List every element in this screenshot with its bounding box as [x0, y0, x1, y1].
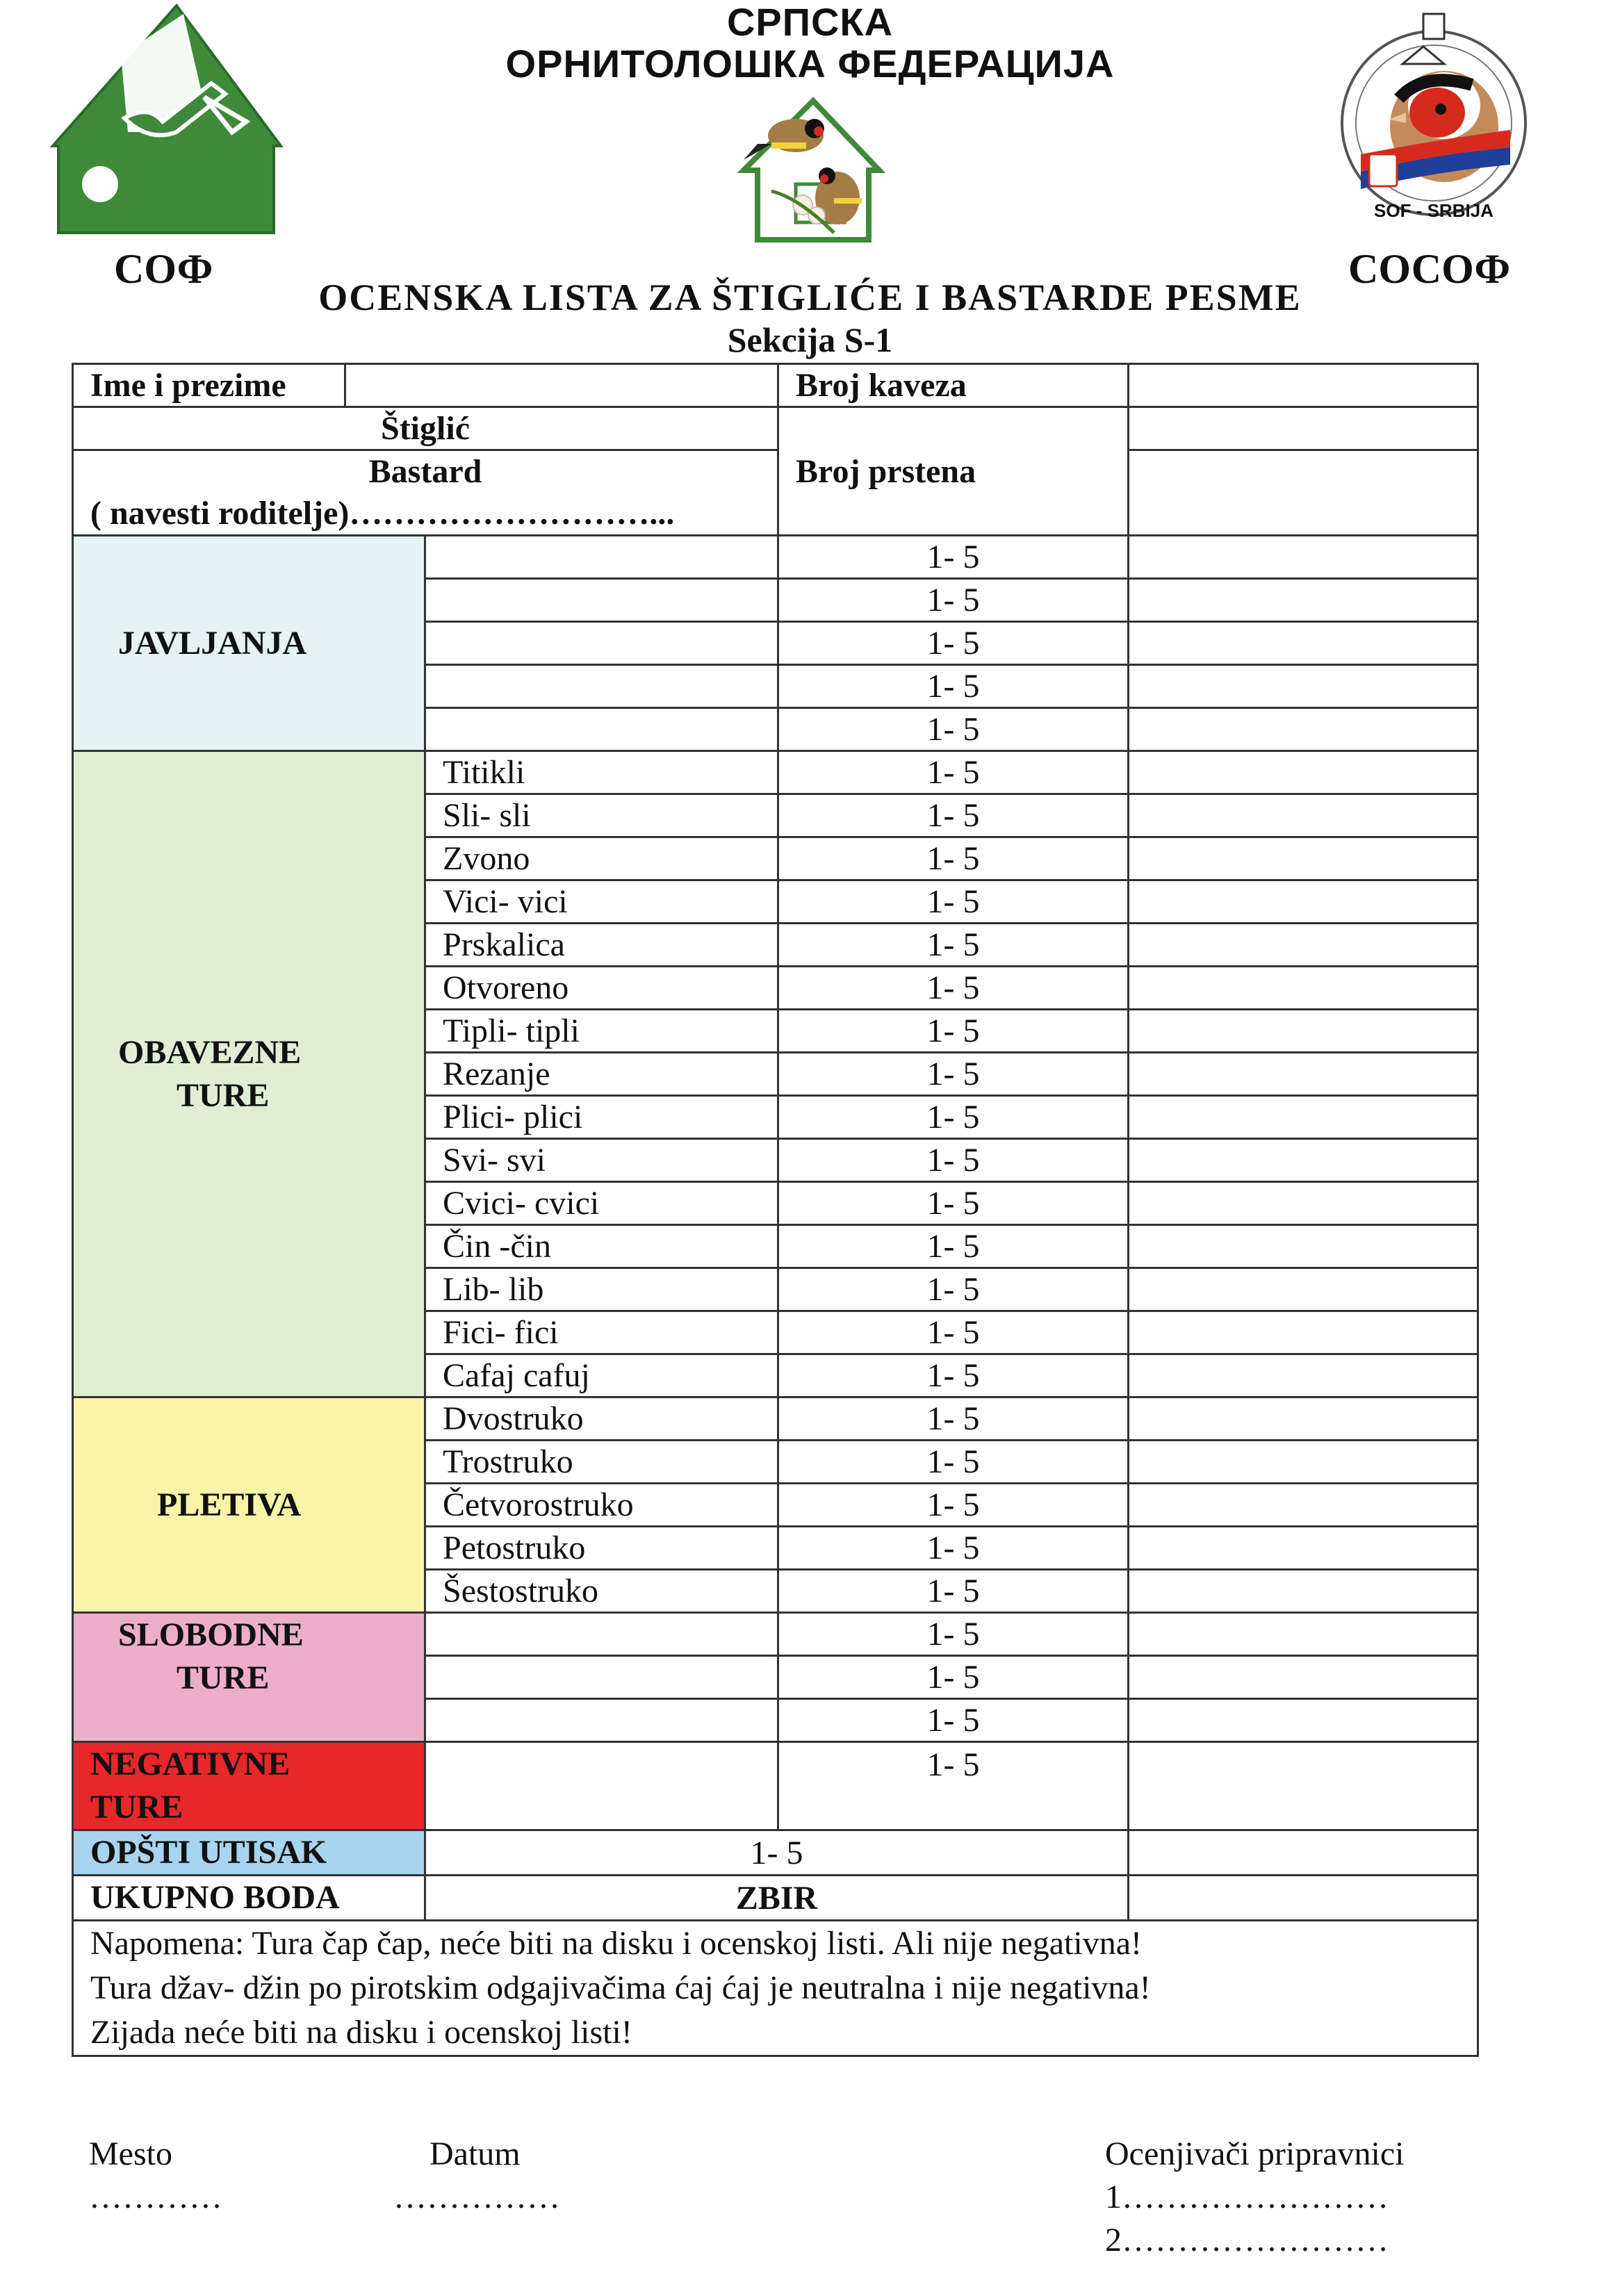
score-field[interactable]: [1129, 708, 1478, 751]
score-field[interactable]: [1129, 1311, 1478, 1354]
tour-name: Dvostruko: [425, 1397, 778, 1441]
score-field[interactable]: [1129, 1182, 1478, 1225]
goldfinch-house-emblem: [730, 94, 890, 247]
table-row: [73, 751, 1478, 794]
score-field[interactable]: [1129, 924, 1478, 967]
tour-name: Rezanje: [425, 1053, 778, 1096]
score-range: 1- 5: [778, 1656, 1129, 1699]
tour-cell: [425, 536, 778, 579]
tour-name: Prskalica: [425, 924, 778, 967]
tour-name: Vici- vici: [425, 880, 778, 924]
tour-name: Lib- lib: [425, 1268, 778, 1311]
tour-cell: [425, 708, 778, 751]
score-range: 1- 5: [778, 1053, 1129, 1096]
score-field[interactable]: [1129, 536, 1478, 579]
score-field[interactable]: [1129, 1268, 1478, 1311]
score-field[interactable]: [1129, 880, 1478, 924]
section-slobodne-line2: TURE: [177, 1659, 270, 1696]
score-range: 1- 5: [778, 1225, 1129, 1268]
seal-text: SOF - SRBIJA: [1374, 200, 1494, 221]
score-range: 1- 5: [778, 1311, 1129, 1354]
section-negativne-line2: TURE: [90, 1789, 183, 1826]
date-field[interactable]: ……………: [393, 2179, 560, 2215]
tour-name: Tipli- tipli: [425, 1010, 778, 1053]
form-title: OCENSKA LISTA ZA ŠTIGLIĆE I BASTARDE PESME: [318, 277, 1302, 318]
section-slobodne-line1: SLOBODNE: [118, 1616, 304, 1653]
score-field[interactable]: [1129, 1441, 1478, 1484]
section-opsti-label: OPŠTI UTISAK: [73, 1830, 425, 1876]
score-field[interactable]: [1129, 1053, 1478, 1096]
tour-name: Cvici- cvici: [425, 1182, 778, 1225]
name-row: [73, 364, 1478, 407]
bastard-row: [73, 450, 1478, 536]
score-field[interactable]: [1129, 1096, 1478, 1139]
score-range: 1- 5: [778, 665, 1129, 708]
score-range: 1- 5: [778, 751, 1129, 794]
tour-cell: [425, 665, 778, 708]
name-label: Ime i prezime: [73, 364, 345, 407]
judges-label: Ocenjivači pripravnici: [1105, 2135, 1405, 2172]
score-range: 1- 5: [778, 924, 1129, 967]
score-range: 1- 5: [778, 1096, 1129, 1139]
score-field[interactable]: [1129, 837, 1478, 880]
tour-name: Zvono: [425, 837, 778, 880]
total-field[interactable]: [1129, 1876, 1478, 1921]
org-name-line1: СРПСКА: [726, 0, 894, 44]
tour-cell: [425, 579, 778, 622]
score-field[interactable]: [1129, 579, 1478, 622]
score-range: 1- 5: [778, 1699, 1129, 1742]
score-field[interactable]: [1129, 1656, 1478, 1699]
score-range: 1- 5: [778, 622, 1129, 665]
tour-name: Fici- fici: [425, 1311, 778, 1354]
tour-cell: [425, 1613, 778, 1656]
section-negativne-line1: NEGATIVNE: [90, 1746, 291, 1782]
score-field[interactable]: [1129, 1570, 1478, 1613]
total-label: UKUPNO BODA: [73, 1876, 425, 1921]
score-field[interactable]: [1129, 1225, 1478, 1268]
tour-name: Sli- sli: [425, 794, 778, 837]
stiglic-label: Štiglić: [73, 407, 778, 450]
date-label: Datum: [429, 2135, 521, 2172]
note-line: Napomena: Tura čap čap, neće biti na disku i ocenskoj listi. Ali nije negativna!: [90, 1925, 1142, 1962]
score-field[interactable]: [1129, 1613, 1478, 1656]
section-slobodne-label: [73, 1613, 425, 1742]
stiglic-row: [73, 407, 1478, 450]
score-range: 1- 5: [778, 794, 1129, 837]
note-line: Zijada neće biti na disku i ocenskoj listi!: [90, 2014, 632, 2051]
cage-number-label: Broj kaveza: [778, 364, 1129, 407]
score-range: 1- 5: [778, 1742, 1129, 1830]
parents-label: ( navesti roditelje)………………………...: [90, 495, 675, 532]
note-row: [73, 1921, 1478, 2056]
section-javljanja-label: JAVLJANJA: [73, 536, 425, 751]
score-range: 1- 5: [778, 837, 1129, 880]
ring-number-field-2[interactable]: [1129, 450, 1478, 536]
tour-name: Četvorostruko: [425, 1484, 778, 1527]
tour-name: Plici- plici: [425, 1096, 778, 1139]
tour-name: Šestostruko: [425, 1570, 778, 1613]
score-range: 1- 5: [778, 579, 1129, 622]
score-range: 1- 5: [778, 536, 1129, 579]
section-obavezne-line1: OBAVEZNE: [118, 1033, 302, 1071]
score-range: 1- 5: [778, 1613, 1129, 1656]
tour-cell: [425, 622, 778, 665]
score-range: 1- 5: [778, 1570, 1129, 1613]
bastard-cell: [73, 450, 778, 536]
score-range: 1- 5: [778, 1397, 1129, 1441]
score-field[interactable]: [1129, 1527, 1478, 1570]
ring-number-label: Broj prstena: [778, 407, 1129, 536]
tour-name: Otvoreno: [425, 967, 778, 1010]
score-range: 1- 5: [778, 1527, 1129, 1570]
tour-name: Svi- svi: [425, 1139, 778, 1182]
negative-tour-field[interactable]: [425, 1742, 778, 1830]
place-label: Mesto: [89, 2135, 172, 2172]
name-field[interactable]: [345, 364, 778, 407]
ring-number-field[interactable]: [1129, 407, 1478, 450]
score-field[interactable]: [1129, 622, 1478, 665]
score-field[interactable]: [1129, 1830, 1478, 1876]
tour-name: Čin -čin: [425, 1225, 778, 1268]
table-row: [73, 1397, 1478, 1441]
score-field[interactable]: [1129, 1354, 1478, 1397]
cage-number-field[interactable]: [1129, 364, 1478, 407]
score-range: 1- 5: [778, 1484, 1129, 1527]
score-range: 1- 5: [778, 708, 1129, 751]
score-range: 1- 5: [778, 1268, 1129, 1311]
score-field[interactable]: [1129, 1699, 1478, 1742]
org-name-line2: ОРНИТОЛОШКА ФЕДЕРАЦИЈА: [505, 42, 1115, 85]
tour-name: Trostruko: [425, 1441, 778, 1484]
section-obavezne-line2: TURE: [177, 1076, 270, 1114]
bastard-label: Bastard: [368, 453, 482, 490]
sosof-label: СОСОФ: [1348, 246, 1510, 292]
score-field[interactable]: [1129, 1397, 1478, 1441]
score-range: 1- 5: [425, 1830, 1129, 1876]
score-field[interactable]: [1129, 1742, 1478, 1830]
note-cell: [73, 1921, 1478, 2056]
score-range: 1- 5: [778, 1441, 1129, 1484]
judge-2-field[interactable]: 2……………………: [1105, 2222, 1389, 2258]
score-range: 1- 5: [778, 1354, 1129, 1397]
score-field[interactable]: [1129, 1010, 1478, 1053]
judge-1-field[interactable]: 1……………………: [1105, 2179, 1389, 2215]
tour-name: Petostruko: [425, 1527, 778, 1570]
form-subtitle: Sekcija S-1: [727, 320, 893, 359]
score-field[interactable]: [1129, 1484, 1478, 1527]
score-range: 1- 5: [778, 880, 1129, 924]
table-row: [73, 536, 1478, 579]
sof-label: СОФ: [114, 246, 213, 292]
tour-name: Titikli: [425, 751, 778, 794]
score-sheet-table: [72, 363, 1479, 2057]
tour-cell: [425, 1656, 778, 1699]
table-row: [73, 1613, 1478, 1656]
note-line: Tura džav- džin po pirotskim odgajivačima ćaj ćaj je neutralna i nije negativna!: [90, 1969, 1151, 2006]
score-field[interactable]: [1129, 967, 1478, 1010]
score-field[interactable]: [1129, 794, 1478, 837]
score-field[interactable]: [1129, 665, 1478, 708]
total-sum-label: ZBIR: [425, 1876, 1129, 1921]
score-range: 1- 5: [778, 967, 1129, 1010]
score-field[interactable]: [1129, 1139, 1478, 1182]
tour-cell: [425, 1699, 778, 1742]
total-row: [73, 1876, 1478, 1921]
sosof-seal-logo: [1333, 8, 1535, 238]
sof-logo: [44, 0, 288, 236]
section-negativne-label: [73, 1742, 425, 1830]
negative-row: [73, 1742, 1478, 1830]
score-range: 1- 5: [778, 1139, 1129, 1182]
score-range: 1- 5: [778, 1182, 1129, 1225]
general-impression-row: [73, 1830, 1478, 1876]
tour-name: Cafaj cafuj: [425, 1354, 778, 1397]
place-field[interactable]: …………: [89, 2179, 222, 2215]
section-pletiva-label: PLETIVA: [73, 1397, 425, 1613]
score-field[interactable]: [1129, 751, 1478, 794]
section-obavezne-label: [73, 751, 425, 1397]
score-range: 1- 5: [778, 1010, 1129, 1053]
